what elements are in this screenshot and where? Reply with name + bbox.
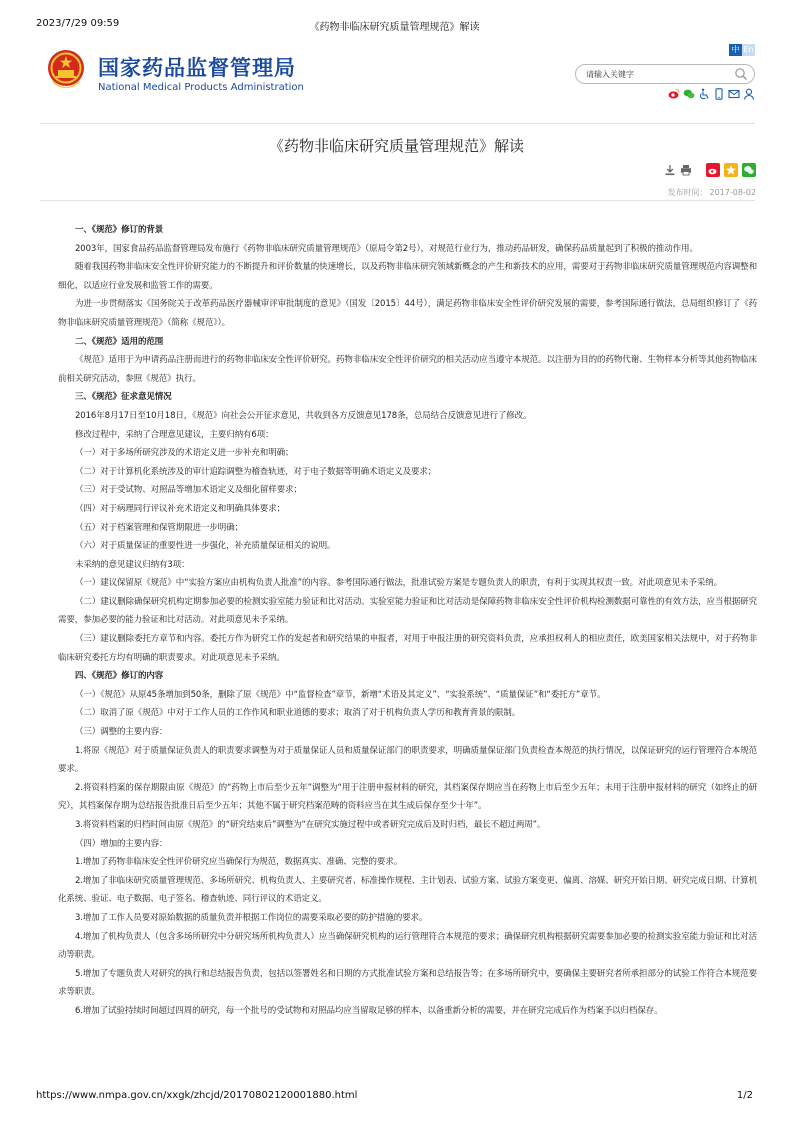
paragraph: 《规范》适用于为申请药品注册而进行的药物非临床安全性评价研究。药物非临床安全性评价研究的相关活动应当遵守本规范。以注册为目的的药物代谢、生物样本分析等其他药物临床前相关研究活动，参照《规范》执行。: [58, 355, 757, 384]
paragraph: 未采纳的意见建议归纳有3项：: [75, 559, 190, 570]
paragraph: （二）建议删除确保研究机构定期参加必要的检测实验室能力验证和比对活动。实验室能力验证和比对活动是保障药物非临床安全性评价机构检测数据可靠性的有效方法，应当根据研究需要，参加必要的能力验证和比对活动。对此项意见未予采纳。: [58, 596, 757, 626]
paragraph: 2016年8月17日至10月18日，《规范》向社会公开征求意见，共收到各方反馈意见178条，总局结合反馈意见进行了修改。: [75, 410, 532, 421]
section-heading: 一、《规范》修订的背景: [75, 225, 164, 235]
site-name-en[interactable]: National Medical Products Administration: [98, 82, 304, 93]
download-icon[interactable]: [664, 164, 676, 176]
paragraph: 2.增加了非临床研究质量管理规范、多场所研究、机构负责人、主要研究者、标准操作规程、主计划表、试验方案、试验方案变更、偏离、溶媒、研究开始日期、研究完成日期、计算机化系统、验证、电子数据、电子签名、稽查轨迹、同行评议的术语定义。: [58, 875, 757, 905]
mobile-icon[interactable]: [713, 88, 725, 100]
paragraph: 1.增加了药物非临床安全性评价研究应当确保行为规范，数据真实、准确、完整的要求。: [75, 857, 403, 868]
paragraph: （三）调整的主要内容：: [75, 727, 168, 738]
language-switch: [729, 44, 755, 56]
weibo-icon[interactable]: [668, 88, 680, 100]
lang-zh-button[interactable]: 中: [729, 44, 742, 56]
print-timestamp: 2023/7/29 09:59: [36, 18, 120, 29]
national-emblem-icon[interactable]: [46, 48, 86, 92]
header-divider: [40, 123, 755, 124]
paragraph: （五）对于档案管理和保管期限进一步明确；: [75, 522, 244, 533]
print-page-number: 1/2: [736, 1090, 753, 1101]
paragraph: （二）取消了原《规范》中对于工作人员的工作作风和职业道德的要求；取消了对于机构负责人学历和教育背景的限制。: [75, 708, 521, 719]
wechat-icon[interactable]: [683, 88, 695, 100]
search-icon[interactable]: [734, 67, 748, 81]
article-body: [58, 221, 757, 1021]
mail-icon[interactable]: [728, 88, 740, 100]
paragraph: （六）对于质量保证的重要性进一步强化，补充质量保证相关的说明。: [75, 541, 336, 552]
paragraph: 3.将资料档案的归档时间由原《规范》的“研究结束后”调整为“在研究实施过程中或者研究完成后及时归档，最长不超过两周”。: [75, 820, 546, 830]
site-name-cn[interactable]: 国家药品监督管理局: [98, 56, 296, 80]
share-wechat-icon[interactable]: [742, 163, 756, 177]
paragraph: 为进一步贯彻落实《国务院关于改革药品医疗器械审评审批制度的意见》（国发〔2015〕44号），满足药物非临床安全性评价研究发展的需要，参考国际通行做法，总局组织修订了《药物非临床研究质量管理规范》（简称《规范》）。: [58, 299, 757, 328]
paragraph: （一）建议保留原《规范》中“实验方案应由机构负责人批准”的内容。参考国际通行做法，批准试验方案是专题负责人的职责，有利于实现其权责一致。对此项意见未予采纳。: [75, 578, 723, 589]
article-tools: [664, 163, 756, 177]
paragraph: 2003年，国家食品药品监督管理局发布施行《药物非临床研究质量管理规范》（原局令第2号），对规范行业行为，推动药品研发，确保药品质量起到了积极的推动作用。: [75, 243, 698, 254]
section-heading: 三、《规范》征求意见情况: [75, 392, 172, 403]
paragraph: （四）对于病理同行评议补充术语定义和明确具体要求；: [75, 503, 286, 514]
publish-date: [668, 187, 757, 198]
paragraph: （四）增加的主要内容：: [75, 838, 168, 849]
print-footer: [36, 1090, 753, 1104]
print-url: https://www.nmpa.gov.cn/xxgk/zhcjd/20170802120001880.html: [36, 1090, 358, 1101]
article-title: 《药物非临床研究质量管理规范》解读: [268, 137, 524, 155]
paragraph: （一）对于多场所研究涉及的术语定义进一步补充和明确；: [75, 448, 294, 459]
section-heading: 二、《规范》适用的范围: [75, 336, 164, 347]
lang-en-button[interactable]: En: [743, 45, 754, 54]
share-qzone-icon[interactable]: [724, 163, 738, 177]
section-heading: 四、《规范》修订的内容: [75, 671, 164, 682]
paragraph: 4.增加了机构负责人（包含多场所研究中分研究场所机构负责人）应当确保研究机构的运行管理符合本规范的要求；确保研究机构根据研究需要参加必要的检测实验室能力验证和比对活动等职责。: [58, 931, 757, 961]
paragraph: 5.增加了专题负责人对研究的执行和总结报告负责，包括以签署姓名和日期的方式批准试验方案和总结报告等；在多场所研究中，要确保主要研究者所承担部分的试验工作符合本规范要求等职责。: [58, 968, 757, 998]
title-divider: [40, 200, 755, 201]
accessibility-icon[interactable]: [698, 88, 710, 100]
paragraph: （三）对于受试物、对照品等增加术语定义及细化留样要求；: [75, 485, 302, 496]
share-weibo-icon[interactable]: [706, 163, 720, 177]
paragraph: 修改过程中，采纳了合理意见建议，主要归纳有6项：: [75, 429, 274, 440]
paragraph: 6.增加了试验持续时间超过四周的研究，每一个批号的受试物和对照品均应当留取足够的样本，以备重新分析的需要，并在研究完成后作为档案予以归档保存。: [75, 1005, 663, 1016]
print-icon[interactable]: [680, 164, 692, 176]
paragraph: 2.将资料档案的保存期限由原《规范》的“药物上市后至少五年”调整为“用于注册申报材料的研究，其档案保存期应当在药物上市后至少五年；未用于注册申报材料的研究（如终止的研究），其档案保存期为总结报告批准日后至少五年；其他不属于研究档案范畴的资料应当在其生成后保存至少十年”。: [58, 782, 757, 812]
paragraph: 3.增加了工作人员要对原始数据的质量负责并根据工作岗位的需要采取必要的防护措施的要求。: [75, 912, 428, 923]
search-input[interactable]: [586, 67, 726, 81]
header-share-row: [668, 88, 755, 100]
publish-date-label: 发布时间：: [667, 188, 708, 197]
paragraph: 1.将原《规范》对于质量保证负责人的职责要求调整为对于质量保证人员和质量保证部门的职责要求，明确质量保证部门负责检查本规范的执行情况，以保证研究的运行管理符合本规范要求。: [58, 745, 757, 775]
paragraph: 随着我国药物非临床安全性评价研究能力的不断提升和评价数量的快速增长，以及药物非临床研究领域新概念的产生和新技术的应用，需要对于药物非临床研究质量管理规范内容调整和细化，以适应行业发展和监管工作的需要。: [58, 262, 757, 291]
search-box: [575, 64, 755, 84]
site-header: [40, 42, 755, 112]
paragraph: （二）对于计算机化系统涉及的审计追踪调整为稽查轨迹，对于电子数据等明确术语定义及要求；: [75, 466, 437, 477]
publish-date-value: 2017-08-02: [709, 188, 756, 197]
paragraph: （一）《规范》从原45条增加到50条，删除了原《规范》中“监督检查”章节，新增“术语及其定义”、“实验系统”、“质量保证”和“委托方”章节。: [75, 689, 606, 700]
user-icon[interactable]: [743, 88, 755, 100]
print-page-title: 《药物非临床研究质量管理规范》解读: [309, 22, 480, 33]
print-header: [36, 18, 753, 32]
paragraph: （三）建议删除委托方章节和内容。委托方作为研究工作的发起者和研究结果的申报者，对用于申报注册的研究资料负责，应承担权利人的相应责任，欧美国家相关法规中，对于药物非临床研究委托方均有明确的职责要求。对此项意见未予采纳。: [58, 634, 757, 663]
